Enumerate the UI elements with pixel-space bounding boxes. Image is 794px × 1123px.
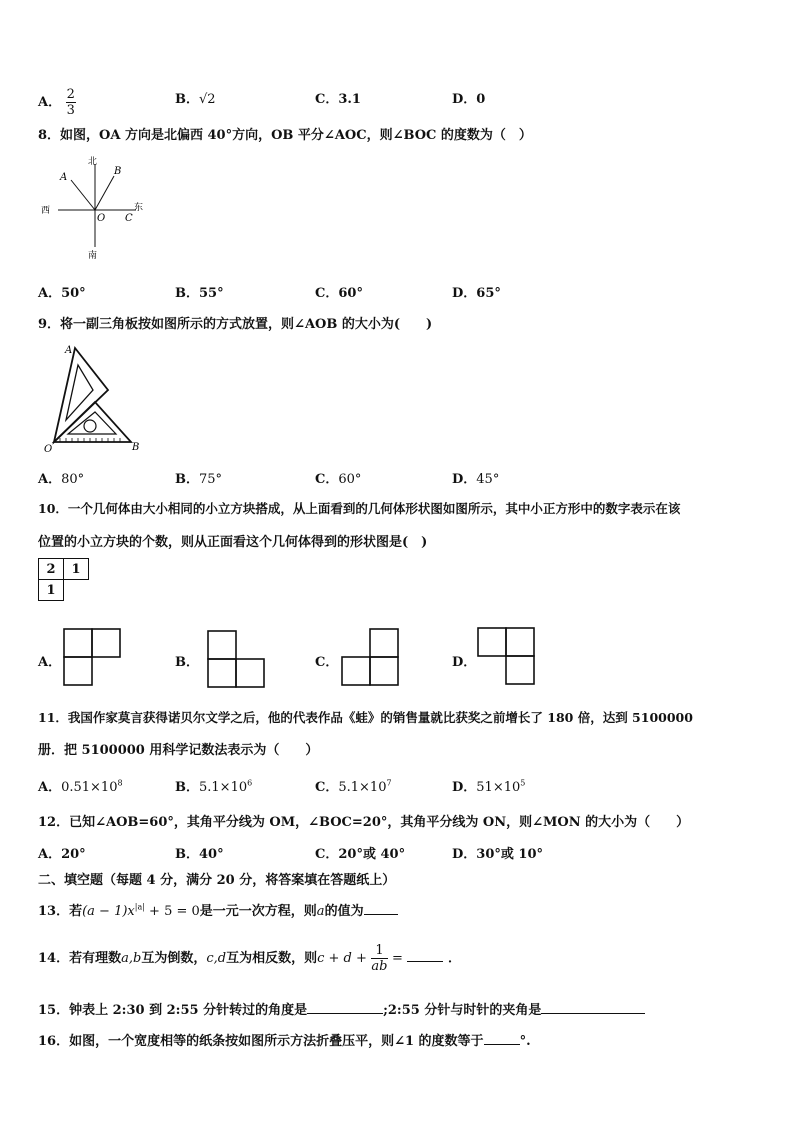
q7-option-d xyxy=(452,88,485,107)
exponent: 8 xyxy=(117,778,123,788)
option-value: 5.1×10 xyxy=(338,780,387,795)
option-value: 5.1×10 xyxy=(199,780,248,795)
answer-blank[interactable] xyxy=(364,902,398,915)
q12-option-d xyxy=(452,843,543,862)
option-value: 20° xyxy=(61,847,86,862)
option-value: 40° xyxy=(199,847,224,862)
answer-blank[interactable] xyxy=(407,949,443,962)
option-label: B． xyxy=(175,780,199,795)
q14-fraction xyxy=(371,944,387,973)
q8-compass-figure xyxy=(38,152,158,262)
answer-blank[interactable] xyxy=(484,1032,520,1045)
q11-option-a xyxy=(38,776,123,795)
q9-option-a xyxy=(38,468,84,487)
option-label: B． xyxy=(175,847,199,862)
east-label: 东 xyxy=(134,203,144,213)
exponent: 7 xyxy=(386,778,392,788)
exponent: 5 xyxy=(520,778,526,788)
q9-option-b xyxy=(175,468,222,487)
q9-option-c xyxy=(315,468,361,487)
q12-stem: 12．已知∠AOB=60°，其角平分线为 OM，∠BOC=20°，其角平分线为 ON，则∠MON 的大小为（ ） xyxy=(38,815,690,830)
q8-stem: 8．如图，OA 方向是北偏西 40°方向，OB 平分∠AOC，则∠BOC 的度数为（ ） xyxy=(38,128,532,143)
q15 xyxy=(38,999,645,1018)
set-square-30-60 xyxy=(54,348,108,442)
option-label: A． xyxy=(38,847,62,862)
west-label: 西 xyxy=(41,206,51,216)
fraction xyxy=(66,88,76,117)
q14 xyxy=(38,944,461,973)
ray-oa xyxy=(71,180,95,210)
option-value: √2 xyxy=(199,92,216,107)
q13 xyxy=(38,900,398,919)
point-c-label: C xyxy=(125,213,133,224)
q10-stem-line2: 位置的小立方块的个数，则从正面看这个几何体得到的形状图是( ) xyxy=(38,535,428,550)
q12-option-b xyxy=(175,843,224,862)
q14-equals: = xyxy=(392,951,403,966)
option-label: B． xyxy=(175,92,199,107)
q8-option-b xyxy=(175,282,224,301)
option-label: C． xyxy=(315,780,339,795)
q14-mid2: 互为相反数，则 xyxy=(226,951,318,966)
q9-triangle-figure xyxy=(38,340,148,456)
q8-option-d xyxy=(452,282,501,301)
q8-option-c xyxy=(315,282,363,301)
option-value: 50° xyxy=(61,286,86,301)
q15-text2: ;2:55 分针与时针的夹角是 xyxy=(383,1003,542,1018)
answer-blank[interactable] xyxy=(307,1001,383,1014)
option-value: 75° xyxy=(199,472,223,487)
numerator: 1 xyxy=(371,944,387,959)
option-value: 45° xyxy=(476,472,500,487)
q13-mid: 是一元一次方程，则 xyxy=(199,904,317,919)
option-label: D． xyxy=(452,780,477,795)
q11-option-c xyxy=(315,776,392,795)
q16-text2: °. xyxy=(519,1034,531,1049)
option-label: C． xyxy=(315,847,339,862)
point-a-label: A xyxy=(60,172,68,183)
q13-var: a xyxy=(316,904,325,919)
q10-option-d-figure xyxy=(476,626,538,688)
q15-text1: 15．钟表上 2:30 到 2:55 分针转过的角度是 xyxy=(38,1003,308,1018)
q10-option-c-figure xyxy=(340,627,402,689)
q16 xyxy=(38,1030,531,1049)
numerator: 2 xyxy=(66,87,75,102)
north-label: 北 xyxy=(88,157,98,167)
option-value: 0.51×10 xyxy=(61,780,118,795)
option-value: 60° xyxy=(338,472,362,487)
point-a-label: A xyxy=(65,345,73,356)
denominator: ab xyxy=(371,959,388,974)
option-label: A． xyxy=(38,472,62,487)
q14-end: ． xyxy=(448,951,462,966)
option-label: B． xyxy=(175,472,199,487)
q10-option-d-label: D． xyxy=(452,655,477,670)
q10-option-b-label: B． xyxy=(175,655,199,670)
option-value: 30°或 10° xyxy=(476,847,543,862)
q14-ab: a,b xyxy=(121,951,142,966)
option-value: 80° xyxy=(61,472,85,487)
option-value: 0 xyxy=(476,92,486,107)
option-value: 65° xyxy=(476,286,501,301)
option-value: 20°或 40° xyxy=(338,847,406,862)
denominator: 3 xyxy=(66,103,75,118)
q10-stem-line1: 10．一个几何体由大小相同的小立方块搭成，从上面看到的几何体形状图如图所示，其中小正方形中的数字表示在该 xyxy=(38,501,681,516)
q10-top-view-grid xyxy=(38,558,98,608)
q7-option-a xyxy=(38,88,76,117)
point-b-label: B xyxy=(132,442,140,453)
answer-blank[interactable] xyxy=(541,1001,645,1014)
q10-option-c-label: C． xyxy=(315,655,339,670)
exponent: 6 xyxy=(247,778,253,788)
set-square-45 xyxy=(54,402,131,442)
option-label: A． xyxy=(38,286,62,301)
grid-cell: 2 xyxy=(38,558,64,580)
q13-prefix: 13．若 xyxy=(38,904,83,919)
q11-stem-line2: 册．把 5100000 用科学记数法表示为（ ） xyxy=(38,743,319,758)
option-value: 3.1 xyxy=(338,92,361,107)
q7-option-b xyxy=(175,88,216,107)
grid-cell: 1 xyxy=(38,579,64,601)
section-2-title: 二、填空题（每题 4 分，满分 20 分，将答案填在答题纸上） xyxy=(38,873,396,888)
option-label: D． xyxy=(452,472,477,487)
option-value: 55° xyxy=(199,286,224,301)
set-square-45-inner xyxy=(68,412,116,434)
q14-prefix: 14．若有理数 xyxy=(38,951,122,966)
q7-option-c xyxy=(315,88,361,107)
q13-expr-rest: + 5 = 0 xyxy=(144,904,200,919)
ray-ob xyxy=(95,176,114,210)
q9-option-d xyxy=(452,468,499,487)
q11-option-d xyxy=(452,776,525,795)
q12-option-c xyxy=(315,843,405,862)
option-value: 60° xyxy=(338,286,363,301)
point-o-label: O xyxy=(44,444,53,455)
q14-expr: c + d + xyxy=(317,951,367,966)
option-value: 51×10 xyxy=(476,780,521,795)
set-square-hole xyxy=(84,420,96,432)
q13-exponent: |a| xyxy=(134,902,145,912)
option-label: C． xyxy=(315,92,339,107)
grid-cell: 1 xyxy=(63,558,89,580)
point-b-label: B xyxy=(114,166,122,177)
option-label: C． xyxy=(315,472,339,487)
q10-option-a-label: A． xyxy=(38,655,62,670)
q10-option-b-figure xyxy=(206,629,268,691)
option-label: D． xyxy=(452,847,477,862)
option-label: D． xyxy=(452,286,477,301)
option-label: A． xyxy=(38,780,62,795)
point-o-label: O xyxy=(97,213,106,224)
q8-option-a xyxy=(38,282,86,301)
q12-option-a xyxy=(38,843,86,862)
q10-option-a-figure xyxy=(62,627,124,689)
q14-mid1: 互为倒数， xyxy=(141,951,207,966)
south-label: 南 xyxy=(88,251,98,261)
option-label: A． xyxy=(38,95,62,110)
q11-stem-line1: 11．我国作家莫言获得诺贝尔文学之后，他的代表作品《蛙》的销售量就比获奖之前增长了 180 倍，达到 5100000 xyxy=(38,710,693,725)
q9-stem: 9．将一副三角板按如图所示的方式放置，则∠AOB 的大小为( ) xyxy=(38,317,433,332)
q14-cd: c,d xyxy=(206,951,227,966)
q11-option-b xyxy=(175,776,252,795)
option-label: D． xyxy=(452,92,477,107)
option-label: B． xyxy=(175,286,199,301)
q16-text1: 16．如图，一个宽度相等的纸条按如图所示方法折叠压平，则∠1 的度数等于 xyxy=(38,1034,484,1049)
q13-suffix: 的值为 xyxy=(324,904,364,919)
q13-expr: (a − 1)x xyxy=(82,904,135,919)
option-label: C． xyxy=(315,286,339,301)
